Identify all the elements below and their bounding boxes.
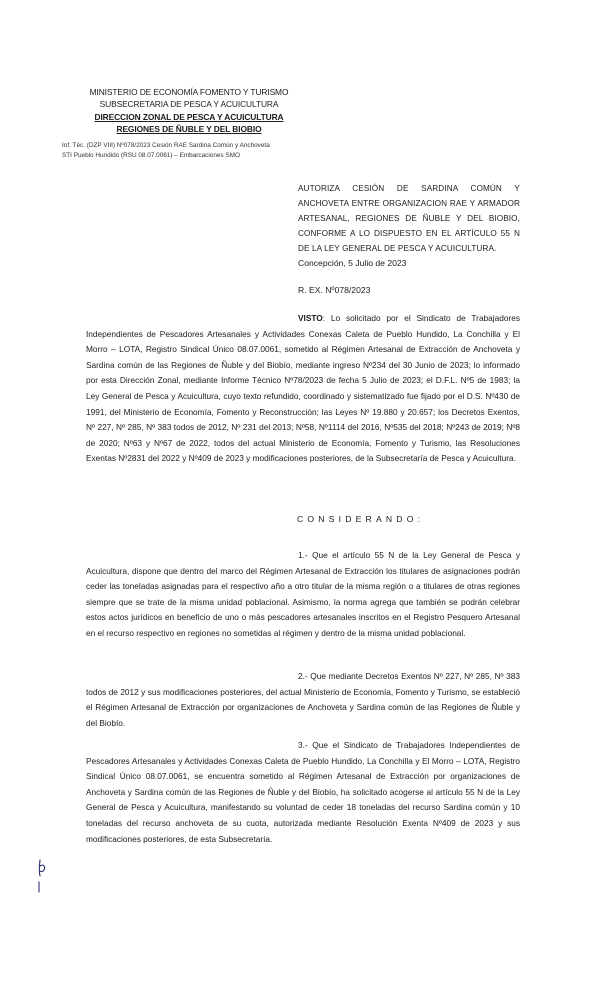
subsecretaria-name: SUBSECRETARIA DE PESCA Y ACUICULTURA: [99, 99, 279, 110]
reference-line-1: Inf. Téc. (DZP VIII) Nº078/2023 Cesión RAE Sardina Común y Anchoveta: [62, 142, 270, 149]
considerando-2: 2.- Que mediante Decretos Exentos Nº 227, Nº 285, Nº 383 todos de 2012 y sus modificaciones posteriores, del actual Ministerio de Economía, Fomento y Turismo, se estableció el Régimen Artesanal de Extracción por organizaciones de Anchoveta y Sardina común de las Regiones de Ñuble y del Biobío.: [86, 671, 520, 728]
date-line: Concepción, 5 Julio de 2023: [298, 258, 407, 268]
handwritten-initial-mark: [36, 858, 50, 894]
ministry-name: MINISTERIO DE ECONOMÍA FOMENTO Y TURISMO: [89, 87, 289, 97]
visto-label: VISTO: [298, 313, 323, 323]
reference-line-2: STI Pueblo Hundido (RSU 08.07.0061) – Embarcaciones SMO: [62, 152, 240, 159]
considerando-3: 3.- Que el Sindicato de Trabajadores Independientes de Pescadores Artesanales y Actividades Conexas Caleta de Pueblo Hundido, La Conchilla y El Morro – LOTA, Registro Sindical Único 08.07.0061, se encuentra sometido al Régimen Artesanal de Extracción por organizaciones de Anchoveta y Sardina común de las Regiones de Ñuble y del Biobío, ha solicitado acogerse al artículo 55 N de la Ley General de Pesca y Acuicultura, manifestando su voluntad de ceder 18 toneladas del recurso Sardina común y 10 toneladas del recurso anchoveta de su cuota, autorizada mediante Resolución Exenta Nº409 de 2023 y sus modificaciones posteriores, de esta Subsecretaría.: [86, 740, 520, 844]
considerando-heading: CONSIDERANDO:: [297, 514, 425, 524]
visto-paragraph: [86, 311, 520, 467]
letterhead: [84, 86, 294, 136]
resolution-number: R. EX. Nº078/2023: [298, 285, 371, 295]
visto-text: : Lo solicitado por el Sindicato de Trabajadores Independientes de Pescadores Artesanales y Actividades Conexas Caleta de Pueblo Hundido, La Conchilla y El Morro – LOTA, Registro Sindical Único 08.07.0061, sometido al Régimen Artesanal de Extracción de Anchoveta y Sardina común de las Regiones de Ñuble y del Biobío, mediante ingreso Nº234 del 30 Junio de 2023; lo informado por esta Dirección Zonal, mediante Informe Técnico Nº78/2023 de fecha 5 Julio de 2023; el D.F.L. Nº5 de 1983; la Ley General de Pesca y Acuicultura, cuyo texto refundido, coordinado y sistematizado fue fijado por el D.S. Nº430 de 1991, del Ministerio de Economía, Fomento y Reconstrucción; las Leyes Nº 19.880 y 20.657; los Decretos Exentos, Nº 227, Nº 285, Nº 383 todos de 2012, Nº 231 del 2013; Nº58, Nº1114 del 2016, Nº535 del 2018; Nº243 de 2019; Nº8 de 2020; Nº63 y Nº67 de 2022, todos del actual Ministerio de Economía, Fomento y Turismo, las Resoluciones Exentas Nº2831 del 2022 y Nº409 de 2023 y modificaciones posteriores, de la Subsecretaría de Pesca y Acuicultura.: [86, 313, 520, 464]
zonal-direction-name: DIRECCION ZONAL DE PESCA Y ACUICULTURA: [94, 111, 284, 122]
regions-name: REGIONES DE ÑUBLE Y DEL BIOBIO: [116, 124, 262, 135]
resolution-subject: AUTORIZA CESIÓN DE SARDINA COMÚN Y ANCHOVETA ENTRE ORGANIZACION RAE Y ARMADOR ARTESANAL, REGIONES DE ÑUBLE Y DEL BIOBIO, CONFORME A LO DISPUESTO EN EL ARTÍCULO 55 N DE LA LEY GENERAL DE PESCA Y ACUICULTURA.: [298, 184, 520, 253]
considerando-1: 1.- Que el artículo 55 N de la Ley General de Pesca y Acuicultura, dispone que dentro del marco del Régimen Artesanal de Extracción los titulares de asignaciones podrán ceder las toneladas asignadas para el respectivo año a otro titular de la misma región o a titulares de otras regiones siempre que se trate de la misma unidad poblacional. Asimismo, la norma agrega que también se podrán celebrar estos actos jurídicos en beneficio de uno o más pescadores artesanales inscritos en el Registro Pesquero Artesanal en el recurso respectivo en regiones no sometidas al régimen y dentro de la misma unidad poblacional.: [86, 550, 520, 638]
